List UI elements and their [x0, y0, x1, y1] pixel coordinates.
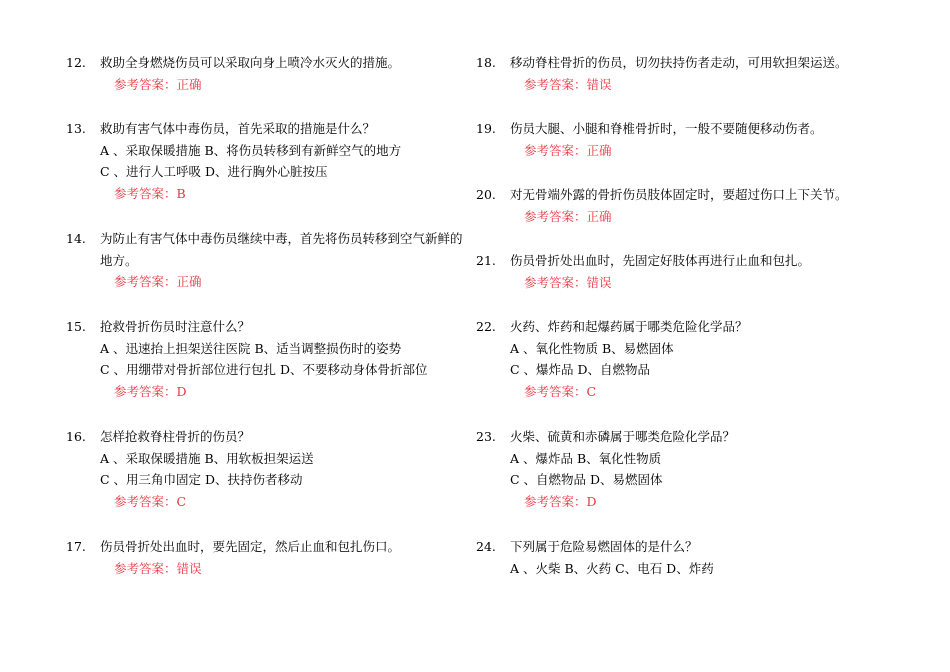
answer-value: 错误: [586, 274, 612, 290]
question-text: 火药、炸药和起爆药属于哪类危险化学品？: [510, 319, 748, 334]
question-number: 24.: [476, 539, 496, 554]
question-21: [476, 250, 876, 293]
question-text: 为防止有害气体中毒伤员继续中毒，首先将伤员转移到空气新鲜的地方。: [100, 231, 463, 268]
option-line: A 、氧化性物质 B、易燃固体: [510, 340, 674, 356]
question-19: [476, 118, 876, 161]
answer-label: 参考答案：: [114, 493, 177, 509]
question-number: 19.: [476, 121, 496, 136]
question-text: 火柴、硫黄和赤磷属于哪类危险化学品？: [510, 429, 736, 444]
answer-label: 参考答案：: [524, 383, 587, 399]
option-line: A 、爆炸品 B、氧化性物质: [510, 450, 662, 466]
question-text: 下列属于危险易燃固体的是什么？: [510, 539, 698, 554]
option-line: C 、用三角巾固定 D、扶持伤者移动: [100, 472, 303, 488]
answer-label: 参考答案：: [114, 274, 177, 290]
question-text: 对无骨端外露的骨折伤员肢体固定时，要超过伤口上下关节。: [510, 187, 848, 202]
question-number: 13.: [66, 121, 86, 136]
question-text: 伤员骨折处出血时，要先固定，然后止血和包扎伤口。: [100, 539, 401, 554]
question-23: [476, 426, 876, 512]
answer-line: [66, 381, 466, 403]
question-13: [66, 118, 466, 204]
answer-label: 参考答案：: [524, 208, 587, 224]
option-line: A 、采取保暖措施 B、将伤员转移到有新鲜空气的地方: [100, 142, 402, 158]
question-number: 20.: [476, 187, 496, 202]
question-number: 16.: [66, 429, 86, 444]
question-text: 救助全身燃烧伤员可以采取向身上喷冷水灭火的措施。: [100, 55, 401, 70]
question-16: [66, 426, 466, 512]
option-line: C 、进行人工呼吸 D、进行胸外心脏按压: [100, 164, 328, 180]
answer-line: [476, 206, 876, 228]
answer-line: [476, 491, 876, 513]
question-text: 抢救骨折伤员时注意什么？: [100, 319, 251, 334]
answer-line: [476, 272, 876, 294]
answer-value: 正确: [176, 274, 202, 290]
question-number: 23.: [476, 429, 496, 444]
answer-value: 错误: [176, 560, 202, 576]
question-number: 17.: [66, 539, 86, 554]
question-17: [66, 536, 466, 579]
answer-line: [66, 558, 466, 580]
answer-value: C: [176, 493, 187, 509]
question-20: [476, 184, 876, 227]
option-line: C 、爆炸品 D、自燃物品: [510, 362, 651, 378]
question-text: 伤员骨折处出血时，先固定好肢体再进行止血和包扎。: [510, 253, 811, 268]
answer-value: 正确: [586, 208, 612, 224]
question-24: [476, 536, 876, 579]
question-22: [476, 316, 876, 402]
option-line: A 、采取保暖措施 B、用软板担架运送: [100, 450, 314, 466]
answer-value: 正确: [176, 76, 202, 92]
question-number: 22.: [476, 319, 496, 334]
answer-label: 参考答案：: [524, 493, 587, 509]
question-number: 12.: [66, 55, 86, 70]
answer-value: D: [176, 383, 187, 399]
question-14: [66, 228, 466, 293]
question-18: [476, 52, 876, 95]
answer-line: [476, 140, 876, 162]
answer-label: 参考答案：: [114, 383, 177, 399]
answer-value: 正确: [586, 142, 612, 158]
option-line: C 、用绷带对骨折部位进行包扎 D、不要移动身体骨折部位: [100, 362, 428, 378]
answer-label: 参考答案：: [524, 142, 587, 158]
question-text: 伤员大腿、小腿和脊椎骨折时，一般不要随便移动伤者。: [510, 121, 823, 136]
answer-line: [66, 271, 466, 293]
question-text: 怎样抢救脊柱骨折的伤员？: [100, 429, 251, 444]
answer-label: 参考答案：: [524, 76, 587, 92]
answer-value: D: [586, 493, 597, 509]
question-text: 救助有害气体中毒伤员，首先采取的措施是什么？: [100, 121, 376, 136]
answer-label: 参考答案：: [524, 274, 587, 290]
answer-line: [66, 491, 466, 513]
answer-line: [66, 183, 466, 205]
answer-line: [66, 74, 466, 96]
option-line: A 、火柴 B、火药 C、电石 D、炸药: [510, 560, 714, 576]
answer-value: 错误: [586, 76, 612, 92]
question-number: 15.: [66, 319, 86, 334]
question-number: 18.: [476, 55, 496, 70]
option-line: C 、自燃物品 D、易燃固体: [510, 472, 663, 488]
answer-label: 参考答案：: [114, 560, 177, 576]
question-number: 21.: [476, 253, 496, 268]
answer-label: 参考答案：: [114, 185, 177, 201]
question-number: 14.: [66, 231, 86, 246]
answer-value: B: [176, 185, 186, 201]
answer-label: 参考答案：: [114, 76, 177, 92]
question-12: [66, 52, 466, 95]
question-15: [66, 316, 466, 402]
answer-value: C: [586, 383, 597, 399]
question-text: 移动脊柱骨折的伤员，切勿扶持伤者走动，可用软担架运送。: [510, 55, 848, 70]
option-line: A 、迅速抬上担架送往医院 B、适当调整损伤时的姿势: [100, 340, 402, 356]
answer-line: [476, 381, 876, 403]
answer-line: [476, 74, 876, 96]
